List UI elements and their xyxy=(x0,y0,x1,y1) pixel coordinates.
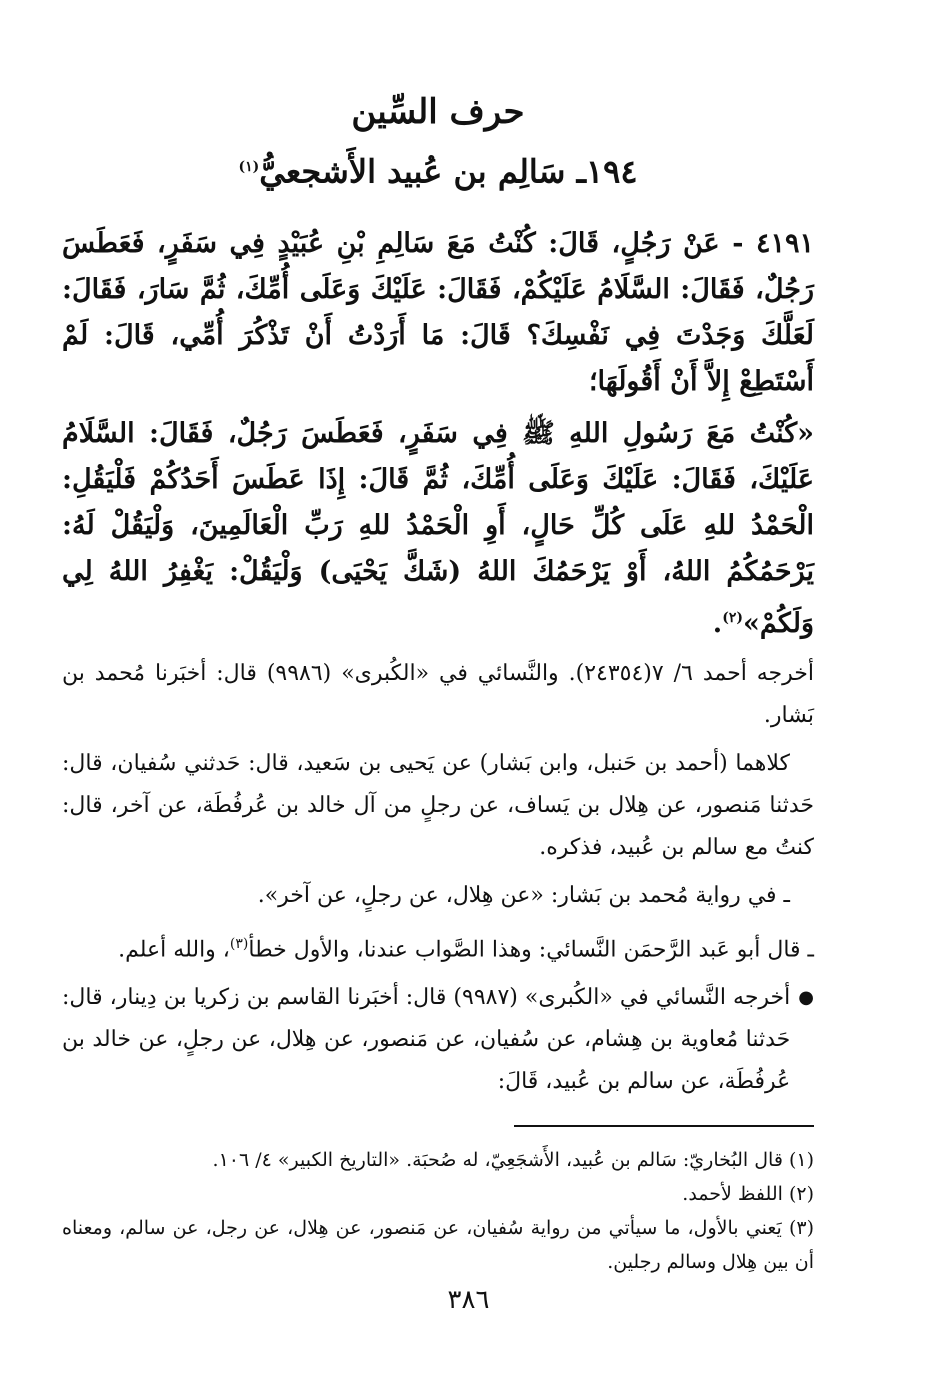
takhrij-paragraph-4 xyxy=(62,923,814,971)
footnote-divider xyxy=(514,1125,814,1127)
hadith-text-2: «كُنْتُ مَعَ رَسُولِ اللهِ ﷺ فِي سَفَرٍ، فَعَطَسَ رَجُلٌ، فَقَالَ: السَّلَامُ عَلَيْكَ، فَقَالَ: عَلَيْكَ وَعَلَى أُمِّكَ، ثُمَّ قَالَ: إِذَا عَطَسَ أَحَدُكُمْ فَلْيَقُلِ: الْحَمْدُ للهِ عَلَى كُلِّ حَالٍ، أَوِ الْحَمْدُ للهِ رَبِّ الْعَالَمِينَ، وَلْيَقُلْ لَهُ: يَرْحَمُكُمُ اللهُ، أَوْ يَرْحَمُكَ اللهُ (شَكَّ يَحْيَى) وَلْيَقُلْ: يَغْفِرُ اللهُ لِي وَلَكُمْ»$^{(٢)}$. xyxy=(62,417,814,639)
section-title xyxy=(62,144,814,195)
hadith-text-1: ٤١٩١ - عَنْ رَجُلٍ، قَالَ: كُنْتُ مَعَ سَالِمِ بْنِ عُبَيْدٍ فِي سَفَرٍ، فَعَطَسَ رَجُلٌ، فَقَالَ: السَّلَامُ عَلَيْكُمْ، فَقَالَ: عَلَيْكَ وَعَلَى أُمِّكَ، ثُمَّ سَارَ، فَقَالَ: لَعَلَّكَ وَجَدْتَ فِي نَفْسِكَ؟ قَالَ: مَا أَرَدْتُ أَنْ تَذْكُرَ أُمِّي، قَالَ: لَمْ أَسْتَطِعْ إِلاَّ أَنْ أَقُولَهَا؛ xyxy=(62,227,814,397)
takhrij-paragraph-1: أخرجه أحمد ٦/ ٧(٢٤٣٥٤). والنَّسائي في «الكُبرى» (٩٩٨٦) قال: أخبَرنا مُحمد بن بَشار. xyxy=(62,660,815,728)
footnote-1: (١) قال البُخاريّ: سَالم بن عُبيد، الأَشجَعِيّ، له صُحبَة. «التاريخ الكبير» ٤/ ١٠٦. xyxy=(212,1148,814,1171)
bullet-paragraph xyxy=(62,977,814,1103)
footnote-2: (٢) اللفظ لأحمد. xyxy=(682,1182,814,1205)
takhrij-paragraph-3: ـ في رواية مُحمد بن بَشار: «عن هِلال، عن رجلٍ، عن آخر». xyxy=(257,882,790,908)
chapter-title: حرف السِّين xyxy=(351,92,525,132)
page-body xyxy=(62,88,814,1279)
bullet-icon: ● xyxy=(798,986,814,1008)
takhrij-paragraph-5: أخرجه النَّسائي في «الكُبرى» (٩٩٨٧) قال: أخبَرنا القاسم بن زكريا بن دِينار، قال: حَدثنا مُعاوية بن هِشام، عن سُفيان، عن مَنصور، عن هِلال، عن رجلٍ، عن خالد بن عُرفُطَة، عن سالم بن عُبيد، قَالَ: xyxy=(62,984,791,1094)
section-title-text: ١٩٤ـ سَالِم بن عُبيد الأَشجعيُّ xyxy=(259,152,638,191)
footnote-3: (٣) يَعني بالأول، ما سيأتي من رواية سُفيان، عن مَنصور، عن هِلال، عن رجل، عن سالم، ومعناه أن بين هِلال وسالم رجلين. xyxy=(62,1216,814,1273)
hadith-text-2-body: «كُنْتُ مَعَ رَسُولِ اللهِ ﷺ فِي سَفَرٍ، فَعَطَسَ رَجُلٌ، فَقَالَ: السَّلَامُ عَلَيْكَ، فَقَالَ: عَلَيْكَ وَعَلَى أُمِّكَ، ثُمَّ قَالَ: إِذَا عَطَسَ أَحَدُكُمْ فَلْيَقُلِ: الْحَمْدُ للهِ عَلَى كُلِّ حَالٍ، أَوِ الْحَمْدُ للهِ رَبِّ الْعَالَمِينَ، وَلْيَقُلْ لَهُ: يَرْحَمُكُمُ اللهُ، أَوْ يَرْحَمُكَ اللهُ (شَكَّ يَحْيَى) وَلْيَقُلْ: يَغْفِرُ اللهُ لِي وَلَكُمْ» xyxy=(62,417,814,639)
page-number: ٣٨٦ xyxy=(447,1285,490,1315)
takhrij-paragraph-4-end: ، والله أعلم. xyxy=(118,936,230,962)
footnote-ref-2: (٢) xyxy=(722,609,743,626)
footnote-ref-3: (٣) xyxy=(229,935,249,952)
footnote-ref-1: (١) xyxy=(238,159,260,175)
takhrij-paragraph-4-text: ـ قال أبو عَبد الرَّحمَن النَّسائي: وهذا الصَّواب عندنا، والأول خطأ xyxy=(248,936,814,962)
takhrij-paragraph-2: كلاهما (أحمد بن حَنبل، وابن بَشار) عن يَحيى بن سَعيد، قال: حَدثني سُفيان، قال: حَدثنا مَنصور، عن هِلال بن يَساف، عن رجلٍ من آل خالد بن عُرفُطَة، عن آخر، قال: كنتُ مع سالم بن عُبيد، فذكره. xyxy=(62,750,814,860)
